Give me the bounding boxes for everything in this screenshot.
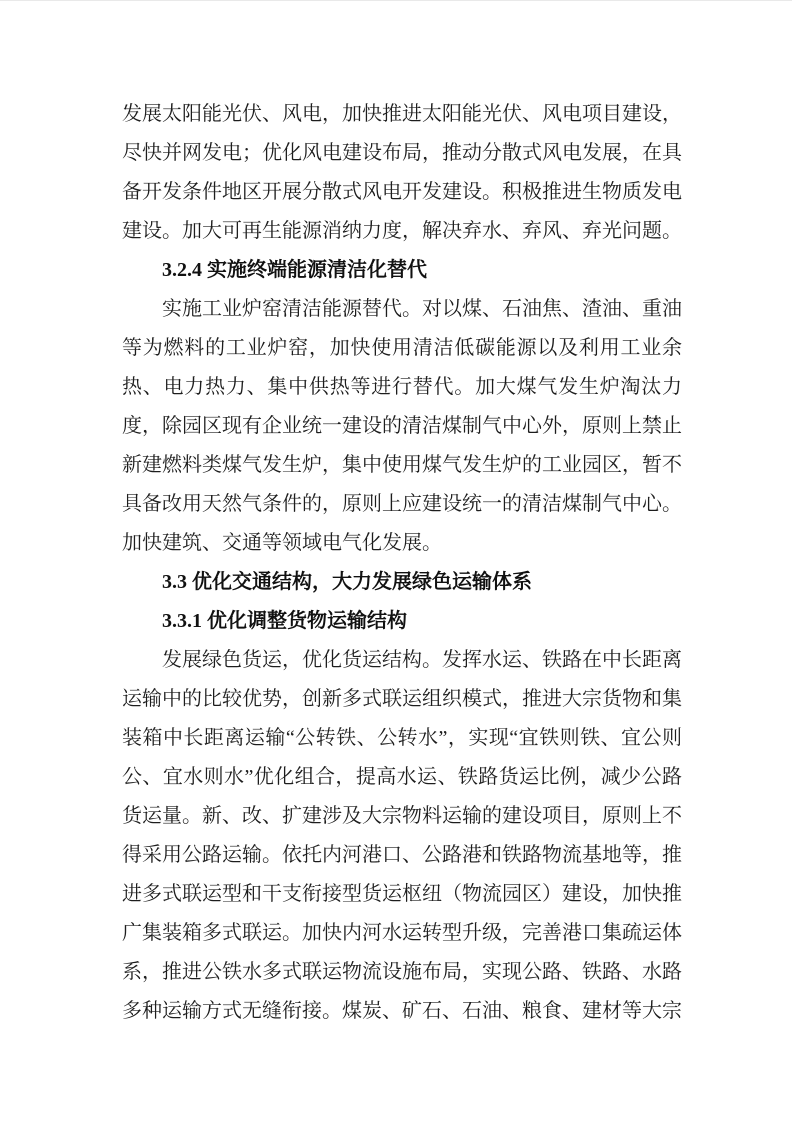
heading-3-3-optimize-transport-structure: 3.3 优化交通结构，大力发展绿色运输体系 [162,571,532,593]
paragraph-green-freight-development: 发展绿色货运，优化货运结构。发挥水运、铁路在中长距离运输中的比较优势，创新多式联运组织模式，推进大宗货物和集装箱中长距离运输“公转铁、公转水”，实现“宜铁则铁、宜公则公、宜水则水”优化组合，提高水运、铁路货运比例，减少公路货运量。新、改、扩建涉及大宗物料运输的建设项目，原则上不得采用公路运输。依托内河港口、公路港和铁路物流基地等，推进多式联运型和干支衔接型货运枢纽（物流园区）建设，加快推广集装箱多式联运。加快内河水运转型升级，完善港口集疏运体系，推进公铁水多式联运物流设施布局，实现公路、铁路、水路多种运输方式无缝衔接。煤炭、矿石、石油、粮食、建材等大宗 [122,649,682,1022]
heading-3-2-4-terminal-energy-clean-substitution: 3.2.4 实施终端能源清洁化替代 [162,259,427,281]
paragraph-industrial-furnace-clean-energy: 实施工业炉窑清洁能源替代。对以煤、石油焦、渣油、重油等为燃料的工业炉窑，加快使用清洁低碳能源以及利用工业余热、电力热力、集中供热等进行替代。加大煤气发生炉淘汰力度，除园区现有企业统一建设的清洁煤制气中心外，原则上禁止新建燃料类煤气发生炉，集中使用煤气发生炉的工业园区，暂不具备改用天然气条件的，原则上应建设统一的清洁煤制气中心。加快建筑、交通等领域电气化发展。 [122,298,682,554]
paragraph-renewable-energy-continued: 发展太阳能光伏、风电，加快推进太阳能光伏、风电项目建设，尽快并网发电；优化风电建设布局，推动分散式风电发展，在具备开发条件地区开展分散式风电开发建设。积极推进生物质发电建设。加大可再生能源消纳力度，解决弃水、弃风、弃光问题。 [122,103,682,242]
document-text-block [122,95,682,1031]
heading-3-3-1-optimize-freight-transport: 3.3.1 优化调整货物运输结构 [162,610,407,632]
